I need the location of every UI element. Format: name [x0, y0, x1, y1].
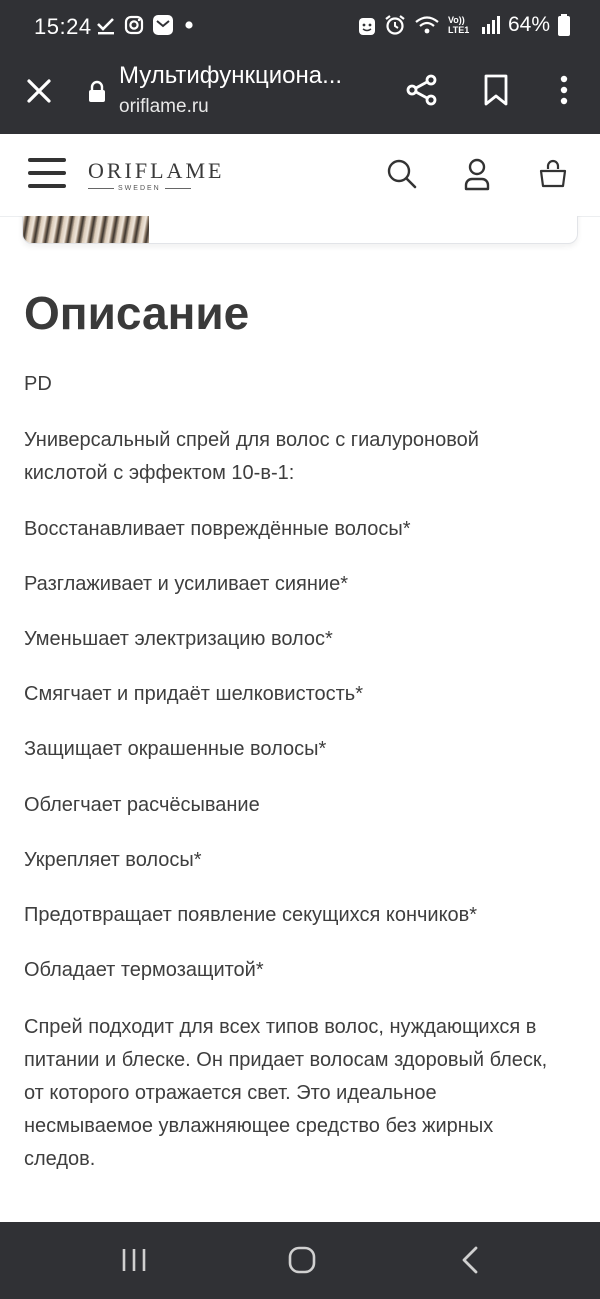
battery-percent: 64%	[507, 13, 550, 36]
description-paragraph: Разглаживает и усиливает сияние*	[24, 573, 348, 595]
home-button[interactable]	[284, 1242, 320, 1278]
download-done-icon	[96, 15, 116, 35]
description-paragraph: Укрепляет волосы*	[24, 849, 202, 871]
system-status-icons	[358, 13, 570, 37]
notification-icons	[96, 14, 196, 36]
alarm-icon	[384, 14, 406, 36]
description-paragraph: PD	[24, 373, 52, 395]
close-tab-button[interactable]	[22, 74, 56, 108]
back-button[interactable]	[452, 1242, 488, 1278]
description-paragraph: Предотвращает появление секущихся кончиков*	[24, 904, 478, 926]
recent-apps-button[interactable]	[116, 1242, 152, 1278]
more-options-button[interactable]	[546, 72, 582, 108]
description-heading: Описание	[24, 287, 250, 339]
product-thumbnail	[23, 216, 149, 243]
cart-icon[interactable]	[535, 156, 571, 192]
signal-icon	[480, 15, 500, 35]
dot-icon	[182, 18, 196, 32]
description-paragraph: Уменьшает электризацию волос*	[24, 628, 333, 650]
description-paragraph: Обладает термозащитой*	[24, 959, 264, 981]
browser-toolbar	[0, 56, 600, 134]
logo-text: ORIFLAME	[88, 158, 225, 183]
bookmark-button[interactable]	[478, 72, 514, 108]
oriflame-logo[interactable]	[88, 158, 224, 192]
status-time: 15:24	[34, 14, 92, 39]
description-paragraph: Облегчает расчёсывание	[24, 794, 260, 816]
system-navigation-bar	[0, 1222, 600, 1299]
site-header	[0, 134, 600, 217]
search-icon[interactable]	[384, 156, 420, 192]
share-button[interactable]	[404, 72, 440, 108]
instagram-icon	[124, 15, 144, 35]
mail-icon	[152, 14, 174, 36]
product-card[interactable]	[22, 216, 578, 244]
logo-subtitle	[88, 185, 224, 192]
lock-icon	[88, 80, 106, 102]
description-paragraph: Универсальный спрей для волос с гиалуроновой кислотой с эффектом 10-в-1:	[24, 429, 479, 484]
main-content	[0, 216, 600, 1222]
battery-icon	[558, 14, 570, 36]
account-icon[interactable]	[459, 156, 495, 192]
page-domain[interactable]: oriflame.ru	[119, 96, 209, 117]
description-paragraph: Защищает окрашенные волосы*	[24, 738, 327, 760]
status-bar	[0, 0, 600, 56]
menu-button[interactable]	[28, 158, 66, 190]
description-paragraph: Восстанавливает повреждённые волосы*	[24, 518, 411, 540]
page-title[interactable]: Мультифункциона...	[119, 62, 343, 89]
description-paragraph: Смягчает и придаёт шелковистость*	[24, 683, 364, 705]
lock-face-icon	[358, 14, 376, 36]
volte-label: Vo)) LTE1	[447, 15, 470, 35]
logo-subtitle-text: SWEDEN	[118, 185, 161, 192]
description-paragraph: Спрей подходит для всех типов волос, нуждающихся в питании и блеске. Он придает волосам здоровый блеск, от которого отражается свет. Это идеальное несмываемое увлажняющее средство без жирных следов.	[24, 1016, 548, 1170]
wifi-icon	[414, 14, 440, 36]
